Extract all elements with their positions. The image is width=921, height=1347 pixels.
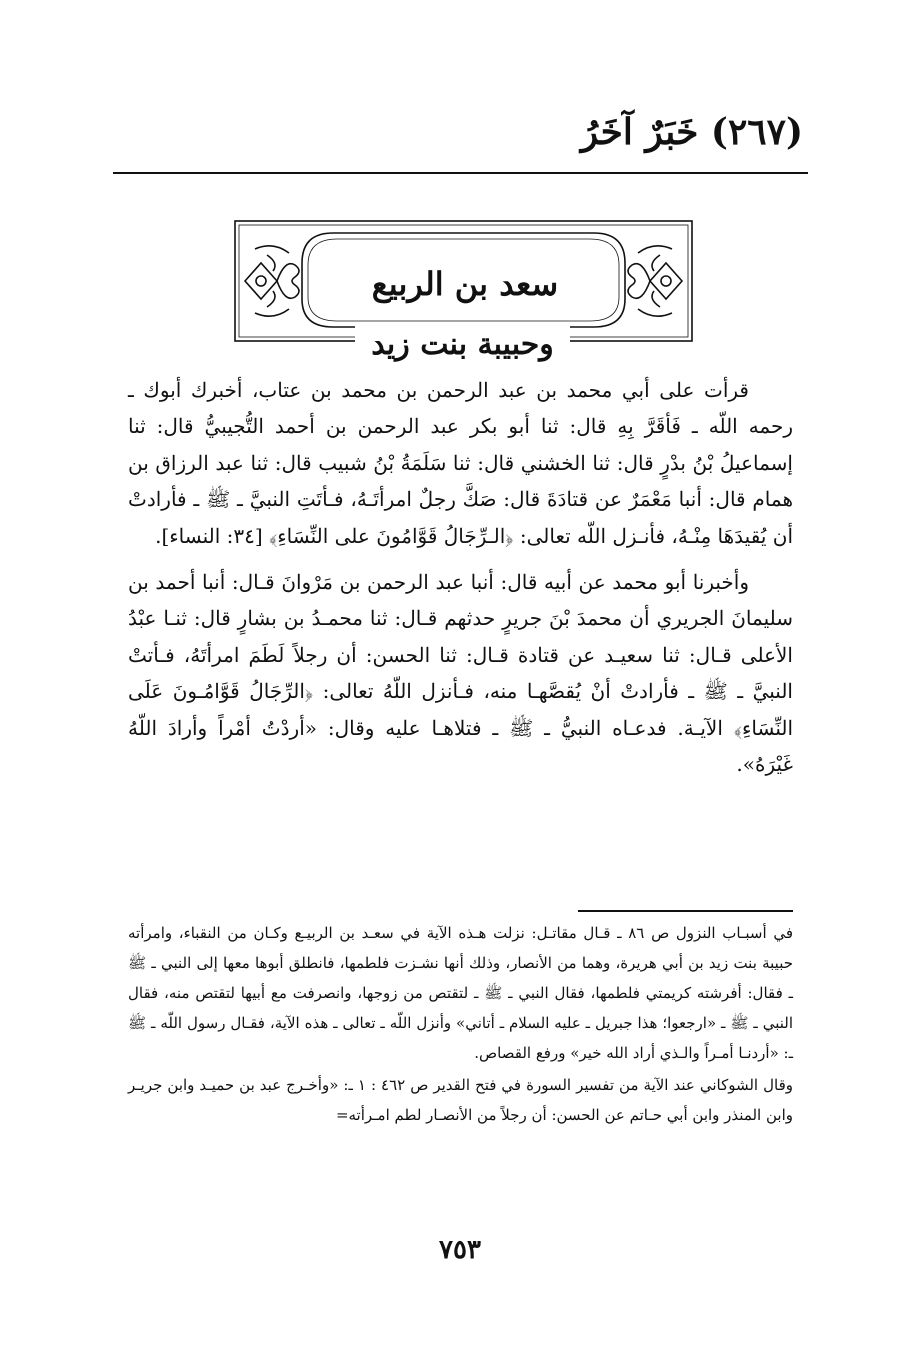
- right-arabesque-ornament: [628, 246, 682, 316]
- footnote: في أسبـاب النزول ص ٨٦ ـ قـال مقاتـل: نزلت هـذه الآية في سعـد بن الربيـع وكـان من النقباء، وامرأته حبيبة بنت زيد بن أبي هريرة، وهما من الأنصار، وذلك أنها نشـزت فلطمها، فانطلق أبوها معها إلى النبي ـ ﷺ ـ فقال: أفرشته كريمتي فلطمها، فقال النبي ـ ﷺ ـ لتقتص من زوجها، وانصرفت مع أبيها لتقتص منه، فقال النبي ـ ﷺ ـ «ارجعوا؛ هذا جبريل ـ عليه السلام ـ أتاني» وأنزل اللّه ـ تعالى ـ هذه الآية، فقـال رسول اللّه ـ ﷺ ـ: «أردنـا أمـراً والـذي أراد الله خير» ورفع القصاص.: [128, 924, 793, 1062]
- paragraph: قرأت على أبي محمد بن عبد الرحمن بن محمد بن عتاب، أخبرك أبوك ـ رحمه اللّه ـ فَأقَرَّ بِهِ قال: ثنا أبو بكر عبد الرحمن بن أحمد التُّجيبيُّ قال: ثنا إسماعيلُ بْنُ بدْرٍ قال: ثنا الخشني قال: ثنا سَلَمَةُ بْنُ شبيب قال: ثنا عبد الرزاق بن همام قال: أنبا مَعْمَرٌ عن قتادَةَ قال: صَكَّ رجلٌ امرأتَـهُ، فـأتَتِ النبيَّ ـ ﷺ ـ فأرادتْ أن يُقيدَهَا مِنْـهُ، فأنـزل اللّه تعالى: ﴿الـرِّجَالُ قَوَّامُونَ على النِّسَاءِ﴾ [٣٤: النساء].: [128, 378, 793, 548]
- footnote-separator: [578, 910, 793, 912]
- paragraph: وأخبرنا أبو محمد عن أبيه قال: أنبا عبد الرحمن بن مَرْوانَ قـال: أنبا أحمد بن سليمانَ الجريري أن محمدَ بْنَ جريرٍ حدثهم قـال: ثنا محمـدُ بن بشارٍ قال: ثنـا عبْدُ الأعلى قـال: ثنا سعيـد عن قتادة قـال: ثنا الحسن: أن رجلاً لَطَمَ امرأتَهُ، فـأتتْ النبيَّ ـ ﷺ ـ فأرادتْ أنْ يُقصَّهـا منه، فـأنزل اللّهُ تعالى: ﴿الرِّجَالُ قَوَّامُـونَ عَلَى النِّسَاءِ﴾ الآيـة. فدعـاه النبيُّ ـ ﷺ ـ فتلاهـا عليه وقال: «أردْتُ أمْراً وأرادَ اللّهُ غَيْرَهُ».: [128, 570, 793, 777]
- left-arabesque-ornament: [245, 246, 299, 316]
- chapter-heading: (٢٦٧) خَبَرٌ آخَرُ: [580, 111, 803, 153]
- story-subtitle: وحبيبة بنت زيد: [355, 325, 570, 365]
- story-title: سعد بن الربيع: [371, 265, 559, 303]
- footnote: وقال الشوكاني عند الآية من تفسير السورة في فتح القدير ص ٤٦٢ : ١ ـ: «وأخـرج عبد بن حميـد وابن جريـر وابن المنذر وابن أبي حـاتم عن الحسن: أن رجلاً من الأنصـار لطم امـرأته=: [128, 1076, 793, 1124]
- page-number: ٧٥٣: [439, 1235, 481, 1265]
- header-rule: [113, 172, 808, 174]
- main-text: [128, 372, 793, 782]
- footnotes: [128, 918, 793, 1130]
